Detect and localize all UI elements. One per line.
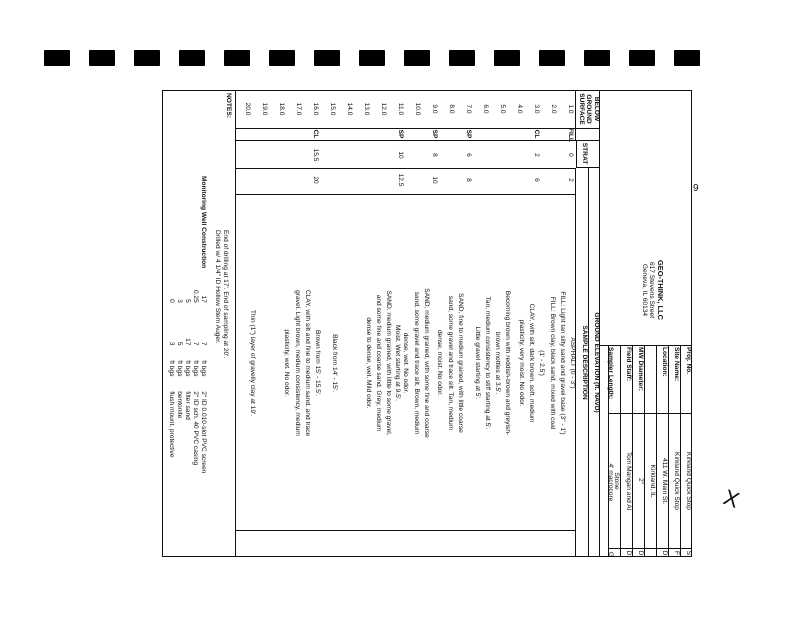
depth-value: 10.0 [414, 102, 421, 116]
sample-description: Thin (1") layer of gravelly clay at 19'. [249, 309, 257, 417]
well-construction-table [167, 270, 207, 550]
notes-section [161, 90, 236, 557]
well-bottom-depth: 7 [192, 341, 199, 346]
sampler-value: 4' macrocore [607, 463, 614, 502]
notes-label: NOTES: [225, 93, 232, 118]
sampler-label: Sampler Length: [607, 347, 614, 400]
depth-value: 16.0 [312, 102, 319, 116]
well-row [199, 270, 207, 550]
binder-hole [269, 50, 295, 66]
sample-description: ASPHALT (0 - 3") [569, 337, 576, 389]
strata-column-header: STRAT [576, 140, 600, 168]
project-row-value: 411 W. Main St. [661, 457, 668, 505]
sample-description: FILL: Light tan silty sand and gravel base (3" - 1') [558, 291, 566, 435]
sample-number: 15.5 [312, 148, 319, 162]
sample-description: SAND, medium grained, with some fine and coarse [422, 288, 430, 438]
blow-count: 8 [465, 178, 472, 182]
uscs-code: SP [431, 129, 438, 139]
binder-holes [44, 50, 744, 66]
project-row-tail: D [657, 548, 668, 557]
sample-description: dense, moist. No odor. [436, 330, 444, 396]
well-unit: ft bgs [184, 360, 191, 377]
well-material: flush mount, protective [168, 391, 175, 458]
depth-value: 13.0 [363, 102, 370, 116]
depth-value: 9.0 [431, 104, 438, 114]
company-city: Geneva, IL 60134 [640, 263, 648, 317]
well-unit: ft bgs [168, 360, 175, 377]
uscs-code: FILL [567, 128, 574, 142]
header-left [600, 90, 692, 346]
project-row-value: Stone [613, 472, 620, 490]
depth-value: 6.0 [482, 104, 489, 114]
project-row-label: Proj. No. [681, 345, 692, 414]
well-row [191, 270, 199, 550]
binder-hole [449, 50, 475, 66]
well-material: bentonite [176, 391, 183, 419]
project-row-tail: F [669, 548, 680, 557]
well-row [167, 270, 175, 550]
project-row [632, 345, 644, 557]
well-bottom-depth: 7 [200, 341, 207, 346]
project-row [656, 345, 668, 557]
project-row-label [645, 345, 656, 414]
project-row-value: Kirkland Quick Stop [685, 452, 692, 510]
boring-log-sheet [162, 90, 692, 557]
blow-count: 10 [431, 176, 438, 184]
company-block [640, 240, 664, 340]
binder-hole [134, 50, 160, 66]
binder-hole [224, 50, 250, 66]
sample-number: 10 [397, 151, 404, 159]
blow-count: 12.5 [397, 173, 404, 187]
depth-value: 5.0 [499, 104, 506, 114]
well-material: 2" ID 0.010-slot PVC screen [200, 391, 207, 474]
depth-value: 1.0 [567, 104, 574, 114]
column-divider [236, 168, 576, 169]
project-row-value: Kirkland, IL [649, 464, 656, 498]
binder-hole [584, 50, 610, 66]
depth-value: 11.0 [397, 102, 404, 116]
sample-description: FILL: Brown clay, black sand, mixed with coal [548, 296, 556, 430]
project-row-tail [645, 548, 656, 557]
uscs-code: CL [533, 129, 540, 139]
binder-hole [359, 50, 385, 66]
binder-hole [89, 50, 115, 66]
depth-value: 17.0 [295, 102, 302, 116]
depth-value: 19.0 [261, 102, 268, 116]
auger-note: Drilled w/ 4 1/4" ID Hollow Stem Auger. [214, 230, 221, 344]
column-divider [236, 128, 576, 129]
binder-hole [44, 50, 70, 66]
sample-description: CLAY, with silt and fine to medium sand, and trace [303, 289, 311, 437]
log-row [259, 90, 268, 557]
sample-description: Brown from 15' - 15.5'. [314, 330, 321, 396]
sample-description: SAND, fine to medium grained, with little coarse [456, 293, 464, 433]
project-row [644, 345, 656, 557]
project-row [668, 345, 680, 557]
well-row [175, 270, 183, 550]
well-material: filter sand [184, 391, 191, 420]
well-top-depth: 0.25 [192, 289, 199, 303]
project-row-label: Field Staff: [621, 345, 632, 414]
binder-hole [494, 50, 520, 66]
project-row-label: MW Diameter: [633, 345, 644, 414]
log-row [344, 90, 353, 557]
uscs-code: SP [465, 129, 472, 139]
ground-elevation-label: GROUND ELEVATION (ft. NAVD) [588, 168, 600, 557]
project-info-table [608, 345, 692, 557]
sample-description: Black from 14' - 15'. [331, 334, 338, 392]
depth-value: 7.0 [465, 104, 472, 114]
sample-description: Moist. Wet starting at 9.5'. [393, 325, 401, 401]
sampler-tail: G [607, 551, 614, 557]
sample-description: SAND, medium grained, with little to some gravel, [385, 290, 393, 436]
company-street: 617 Stevens Street [648, 261, 656, 319]
sample-description: and some fine and coarse sand. Grey, medium [375, 294, 383, 432]
sample-description: Tan, medium consistency to stiff starting at 5'. [484, 296, 491, 430]
well-unit: ft bgs [192, 360, 199, 377]
sample-description: gravel. Light brown, medium consistency, medium [293, 290, 301, 436]
sample-description-label: SAMPLE DESCRIPTION [581, 325, 588, 400]
well-bottom-depth: 5 [176, 341, 183, 346]
page-number: 9 [693, 183, 699, 194]
depth-value: 2.0 [550, 104, 557, 114]
depth-value: 4.0 [516, 104, 523, 114]
well-top-depth: 3 [176, 299, 183, 303]
sample-number: 0 [567, 153, 574, 157]
sample-number: 2 [533, 153, 540, 157]
sample-description: Little gravel starting at 5'. [473, 326, 481, 400]
project-row-label: Site Name: [669, 345, 680, 414]
project-row-value: 2" [637, 477, 644, 484]
sample-description: sand, some gravel and trace silt. Brown, medium [412, 291, 420, 435]
boring-log-rotated [162, 90, 692, 557]
company-name: GEO-THINK, LLC [656, 260, 665, 320]
sample-number: 6 [465, 153, 472, 157]
sample-description: sand, some gravel and trace silt. Tan, medium [446, 295, 454, 431]
well-top-depth: 17 [200, 295, 207, 303]
uscs-code: CL [312, 129, 319, 139]
end-of-drilling-note: End of drilling at 17'. End of sampling at 20'. [222, 230, 229, 359]
uscs-code: SP [397, 129, 404, 139]
project-row-tail: S [681, 548, 692, 557]
project-row [620, 345, 632, 557]
column-divider [236, 140, 576, 141]
well-row [183, 270, 191, 550]
well-construction-header: Monitoring Well Construction [200, 176, 207, 269]
blow-count: 20 [312, 176, 319, 184]
binder-hole [404, 50, 430, 66]
binder-hole [539, 50, 565, 66]
sample-description: plasticity, very moist. No odor. [518, 319, 525, 407]
depth-value: 14.0 [346, 102, 353, 116]
binder-hole [629, 50, 655, 66]
depth-value: 3.0 [533, 104, 540, 114]
log-row [463, 90, 472, 557]
well-unit: ft bgs [200, 360, 207, 377]
binder-hole [314, 50, 340, 66]
depth-value: 15.0 [329, 102, 336, 116]
project-row-label: Location: [657, 345, 668, 414]
sample-number: 8 [431, 153, 438, 157]
depth-value: 20.0 [244, 102, 251, 116]
depth-value: 12.0 [380, 102, 387, 116]
depth-value: 8.0 [448, 104, 455, 114]
project-row [680, 345, 692, 557]
ground-column-header [575, 168, 600, 557]
well-top-depth: 0 [168, 299, 175, 303]
sample-description: dense, wet. No odor. [402, 332, 410, 394]
project-row-tail: D [633, 548, 644, 557]
sample-description: plasticity, wet. No odor. [283, 329, 291, 397]
well-bottom-depth: 17 [184, 338, 191, 346]
column-divider [236, 194, 576, 195]
sample-description: Becoming brown with reddish-brown and greyish- [504, 290, 512, 436]
well-top-depth: 5 [184, 299, 191, 303]
handwritten-mark: X [720, 484, 743, 513]
column-divider [236, 530, 576, 531]
sample-description: CLAY, with silt, dark brown, soft, medium [528, 303, 536, 423]
blow-count: 6 [533, 178, 540, 182]
depth-value: 18.0 [278, 102, 285, 116]
project-row-value: Tom Mangan and Al [625, 451, 632, 511]
well-material: 2" ID sch. 40 PVC casing [192, 391, 199, 465]
binder-hole [674, 50, 700, 66]
project-row-tail: D [621, 548, 632, 557]
binder-hole [179, 50, 205, 66]
well-bottom-depth: 3 [168, 341, 175, 346]
sample-description: dense to dense, wet. Mild odor. [365, 317, 372, 409]
sample-description: (1' - 2.5') [538, 350, 546, 376]
depth-column-header: BELOW GROUND SURFACE [575, 90, 600, 129]
sampler-row [600, 345, 614, 557]
sheet-header [599, 90, 692, 557]
blow-count: 2 [567, 178, 574, 182]
well-unit: ft bgs [176, 360, 183, 377]
sample-description: brown mottles at 3.5'. [494, 331, 502, 395]
project-row-value: Kirkland Quick Stop [673, 452, 680, 510]
